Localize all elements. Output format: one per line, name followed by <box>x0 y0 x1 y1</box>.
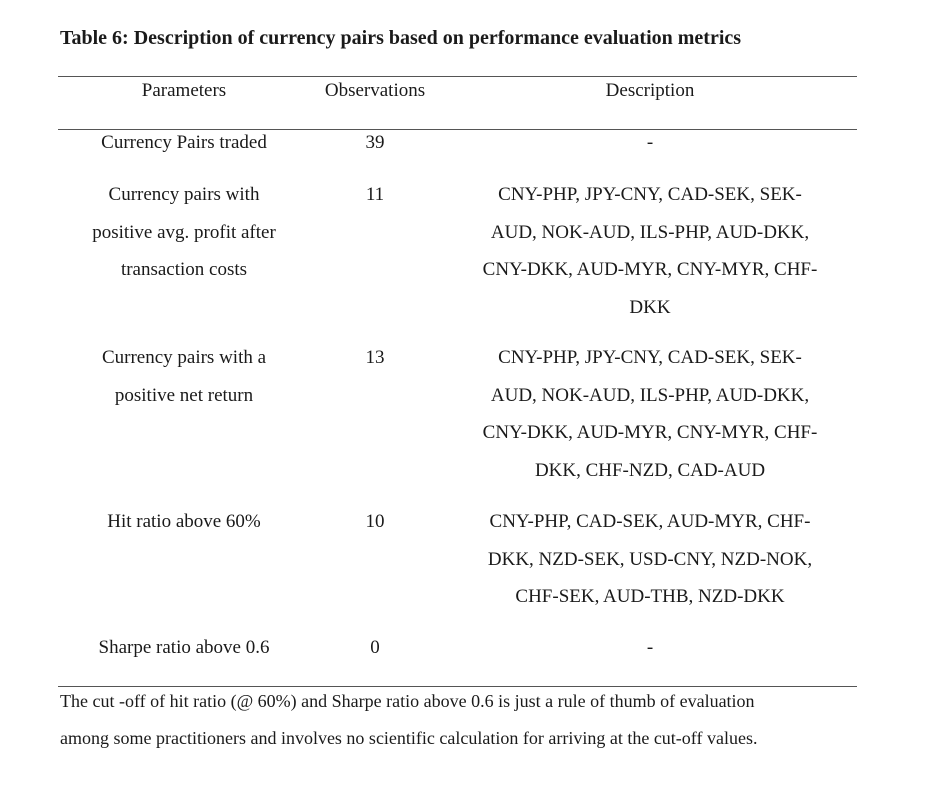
cell-line: Sharpe ratio above 0.6 <box>98 637 270 658</box>
parameter-cell <box>64 503 304 541</box>
cell-line: Currency pairs with <box>108 184 260 205</box>
header-observations: Observations <box>324 80 426 101</box>
cell-line: CHF-SEK, AUD-THB, NZD-DKK <box>515 586 785 607</box>
cell-line: DKK, NZD-SEK, USD-CNY, NZD-NOK, <box>487 548 813 570</box>
cell-line: CNY-PHP, CAD-SEK, AUD-MYR, CHF- <box>489 511 811 532</box>
description-cell <box>452 124 848 162</box>
cell-line: AUD, NOK-AUD, ILS-PHP, AUD-DKK, <box>490 221 810 243</box>
description-cell <box>452 176 848 326</box>
cell-line: CNY-PHP, JPY-CNY, CAD-SEK, SEK- <box>498 347 802 368</box>
observations-cell: 13 <box>365 347 385 368</box>
description-cell <box>452 629 848 667</box>
observations-cell: 10 <box>365 511 385 532</box>
parameter-cell <box>64 339 304 414</box>
description-cell <box>452 503 848 616</box>
footnote-line: The cut -off of hit ratio (@ 60%) and Sharpe ratio above 0.6 is just a rule of thumb of evaluation <box>60 691 755 711</box>
cell-line: - <box>646 637 654 658</box>
cell-line: AUD, NOK-AUD, ILS-PHP, AUD-DKK, <box>490 384 810 406</box>
cell-line: transaction costs <box>120 259 248 280</box>
cell-line: CNY-DKK, AUD-MYR, CNY-MYR, CHF- <box>482 259 818 280</box>
description-cell <box>452 339 848 489</box>
cell-line: positive avg. profit after <box>92 221 276 243</box>
observations-cell: 0 <box>370 637 380 658</box>
cell-line: Currency Pairs traded <box>101 132 267 153</box>
cell-line: Currency pairs with a <box>101 347 267 368</box>
parameter-cell <box>64 629 304 667</box>
footnote-line: among some practitioners and involves no scientific calculation for arriving at the cut-off values. <box>60 728 758 748</box>
header-description: Description <box>605 80 695 101</box>
cell-line: - <box>646 132 654 153</box>
header-parameters: Parameters <box>141 80 227 101</box>
cell-line: CNY-DKK, AUD-MYR, CNY-MYR, CHF- <box>482 422 818 443</box>
parameter-cell <box>64 176 304 289</box>
table-caption: Table 6: Description of currency pairs based on performance evaluation metrics <box>60 27 742 49</box>
cell-line: Hit ratio above 60% <box>107 511 261 532</box>
cell-line: DKK <box>629 296 671 318</box>
table-footnote <box>60 683 860 757</box>
cell-line: CNY-PHP, JPY-CNY, CAD-SEK, SEK- <box>498 184 802 205</box>
observations-cell: 39 <box>365 132 385 153</box>
parameter-cell <box>64 124 304 162</box>
cell-line: DKK, CHF-NZD, CAD-AUD <box>534 459 766 481</box>
cell-line: positive net return <box>114 384 254 406</box>
observations-cell: 11 <box>365 184 385 205</box>
